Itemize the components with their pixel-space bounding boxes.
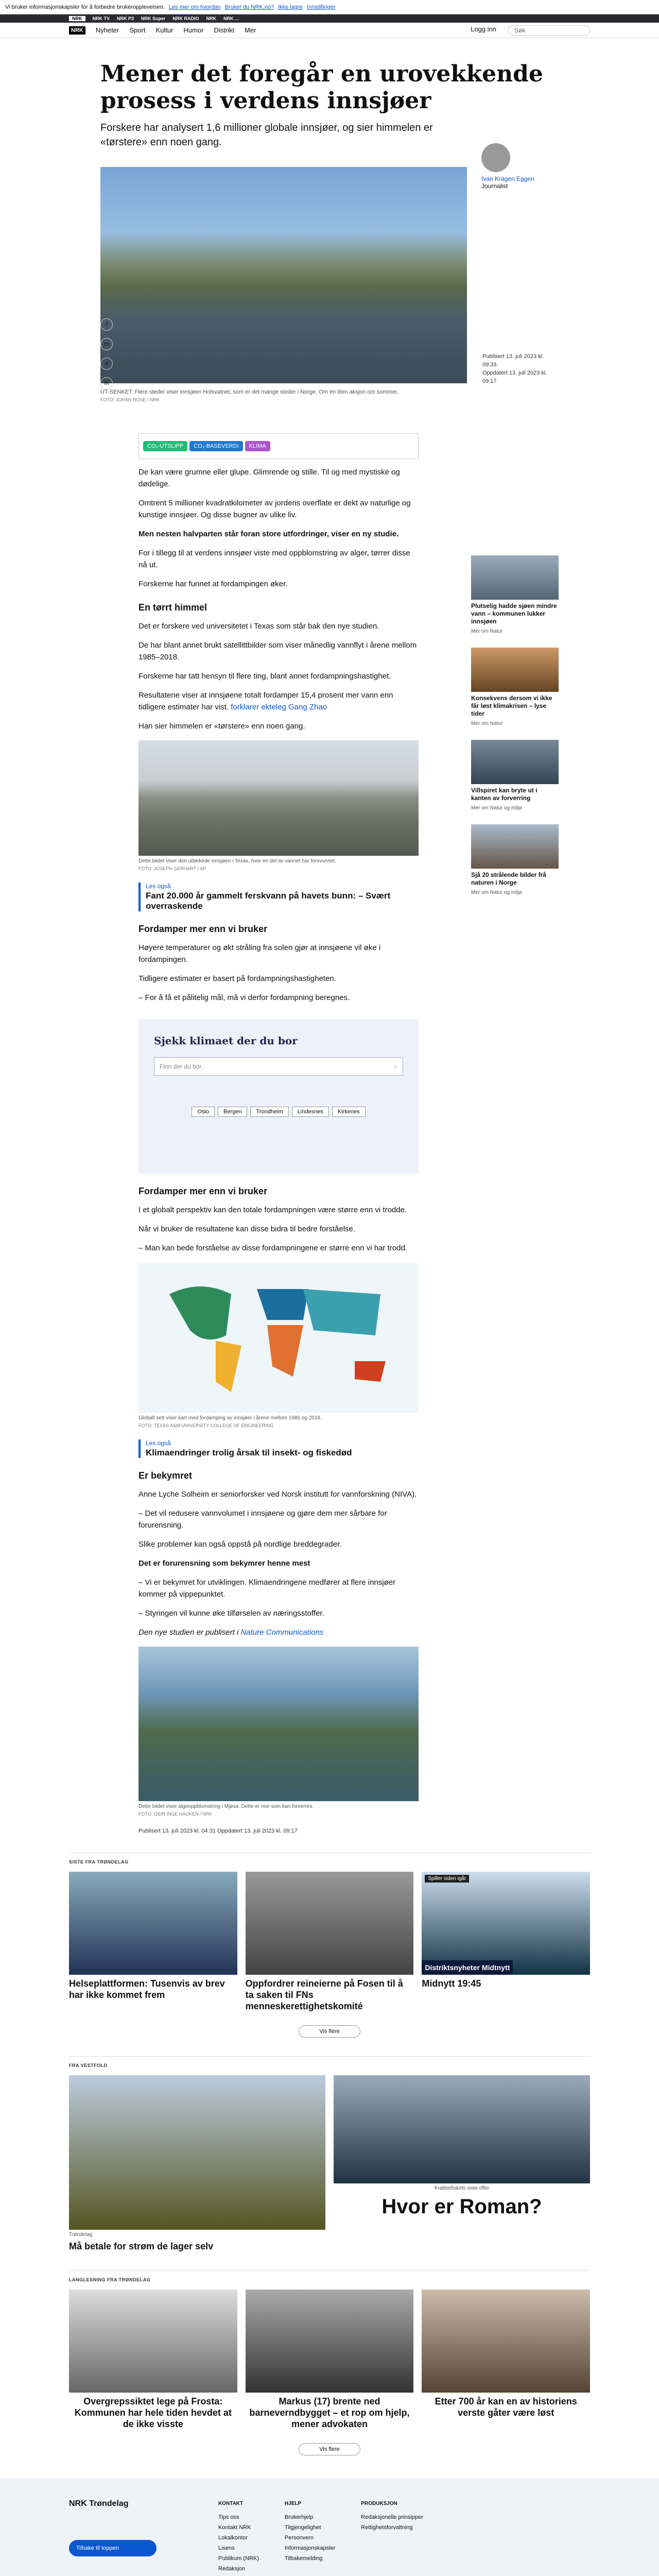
published-date: Publisert 13. juli 2023 kl. 09:33 — [482, 353, 544, 368]
news-card-title: Markus (17) brente ned barneverndbygget – et rop om hjelp, mener advokaten — [249, 2396, 410, 2429]
nrkbar-item[interactable]: NRK ... — [223, 16, 239, 21]
news-card-image — [246, 2290, 414, 2393]
article-lead: Forskere har analysert 1,6 millioner globale innsjøer, og sier himmelen er «tørstere» enn noen gang. — [100, 122, 433, 148]
footer-link[interactable]: Brukerhjelp — [284, 2514, 314, 2520]
paragraph: Tidligere estimater er basert på fordampningshastigheten. — [138, 974, 336, 983]
sidebar-card-title: Sjå 20 strålende bilder frå naturen i Norge — [471, 871, 547, 886]
footer-link[interactable]: Redaksjon — [218, 2566, 245, 2572]
algae-image — [138, 1647, 419, 1801]
facebook-icon[interactable]: f — [100, 318, 113, 331]
messenger-icon[interactable]: m — [100, 338, 113, 350]
image-credit: FOTO: GEIR INGE HAUKEN / NRK — [138, 1811, 212, 1817]
footer-link[interactable]: Personvern — [284, 2535, 314, 2541]
sidebar-card-title: Plutselig hadde sjøen mindre vann – kommunen lukker innsjøen — [471, 602, 557, 625]
feature-card-image — [334, 2075, 590, 2183]
news-card[interactable] — [69, 2290, 237, 2430]
news-card[interactable] — [69, 1872, 237, 2012]
nrkbar-item[interactable]: NRK P3 — [117, 16, 134, 21]
article-body — [138, 433, 419, 1834]
news-card-title: Helseplattformen: Tusenvis av brev har ikke kommet frem — [69, 1978, 225, 2000]
avatar — [481, 143, 510, 172]
nav-item[interactable]: Kultur — [155, 26, 174, 34]
latest-section — [69, 1853, 590, 2038]
factbar-item: CO₂-UTSLIPP — [143, 441, 187, 451]
news-card[interactable] — [246, 1872, 414, 2012]
related-sidebar — [471, 555, 559, 909]
sidebar-card-image — [471, 824, 559, 869]
paragraph: For i tillegg til at verdens innsjøer viste med oppblomstring av alger, tørrer disse nå ut. — [138, 549, 410, 569]
feature-kicker: Trøndelag — [69, 2232, 93, 2238]
paragraph — [138, 1626, 419, 1638]
source-text: Den nye studien er publisert i — [138, 1628, 239, 1637]
footer-link[interactable]: Kontakt NRK — [218, 2524, 251, 2531]
nav-item[interactable]: Nyheter — [95, 26, 119, 34]
footer-link[interactable]: Tilbakemelding — [284, 2555, 323, 2562]
sidebar-card-title: Villspiret kan bryte ut i kanten av forverring — [471, 787, 537, 802]
paragraph: Forskerne har tatt hensyn til flere ting, blant annet fordampningshastighet. — [138, 672, 391, 681]
world-map-icon — [138, 1263, 419, 1413]
location-chip[interactable]: Lindesnes — [292, 1107, 329, 1117]
feature-card[interactable] — [69, 2075, 325, 2252]
section-label: LANGLESNING FRA TRØNDELAG — [69, 2277, 151, 2282]
footer-heading: PRODUKSJON — [361, 2501, 397, 2506]
program-badge: Distriktsnyheter Midtnytt — [422, 1960, 513, 1975]
related-kicker: Les også — [146, 883, 171, 890]
news-card-image — [69, 2290, 237, 2393]
publish-meta — [482, 352, 559, 385]
sidebar-card-more[interactable]: Mer om Natur og miljø — [471, 890, 522, 895]
location-chip[interactable]: Trondheim — [250, 1107, 288, 1117]
paragraph: – Vi er bekymret for utviklingen. Klimaendringene medfører at flere innsjøer kommer på vippepunktet. — [138, 1578, 396, 1599]
news-card-title: Overgrepssiktet lege på Frosta: Kommunen har hele tiden hevdet at de ikke visste — [74, 2396, 232, 2429]
sidebar-card-title: Konsekvens dersom vi ikke får løst klimakrisen – lyse tider — [471, 694, 552, 717]
author-name[interactable]: Ivan Kragen Eggen — [481, 175, 534, 182]
main-nav — [0, 23, 659, 38]
paragraph: Det er forurensning som bekymrer henne mest — [138, 1559, 310, 1568]
related-kicker: Les også — [146, 1439, 171, 1447]
sidebar-card[interactable] — [471, 824, 559, 895]
nrkbar-item[interactable]: NRK TV — [92, 16, 110, 21]
footer-heading: HJELP — [284, 2501, 302, 2506]
location-placeholder: Finn der du bor — [160, 1063, 202, 1070]
nav-item[interactable]: Distrikt — [214, 26, 235, 34]
location-chip[interactable]: Oslo — [192, 1107, 215, 1117]
image-caption: Dette bildet viser algeoppblomstring i Mjøsa. Dette er noe som kan forverres. — [138, 1804, 314, 1809]
article — [100, 61, 559, 1834]
inline-link[interactable]: forklarer ekteleg Gang Zhao — [231, 703, 327, 711]
footer-link[interactable]: Informasjonskapsler — [284, 2545, 336, 2551]
show-more-button[interactable]: Vis flere — [299, 2025, 360, 2038]
bottom-dates: Publisert 13. juli 2023 kl. 04:31 Oppdatert 13. juli 2023 kl. 09:17 — [138, 1828, 298, 1834]
show-more-button[interactable]: Vis flere — [299, 2443, 360, 2455]
paragraph: – For å få et pålitelig mål, må vi derfor fordampning beregnes. — [138, 993, 350, 1002]
footer-link[interactable]: Tilgjengelighet — [284, 2524, 321, 2531]
footer-brand: NRK Trøndelag — [69, 2499, 129, 2508]
footer-link[interactable]: Redaksjonelle prinsipper — [361, 2514, 423, 2520]
paragraph: – Det vil redusere vannvolumet i innsjøene og gjøre dem mer sårbare for forurensning. — [138, 1509, 387, 1530]
hero-caption: UT-SENKET: Flere steder viser innsjøen Holsvatnet, som er det mange steder i Norge. Om en liten aksjon om sommer. — [100, 389, 398, 395]
sidebar-card-image — [471, 740, 559, 784]
factbar-item: CO₂-BASEVERDI — [189, 441, 242, 451]
news-card-image — [422, 1872, 590, 1975]
nrkbar-item[interactable]: NRK Super — [141, 16, 166, 21]
image-caption: Dette bildet viser den uttørkede innsjøen i Texas, hvor en del av vannet har forsvunnet. — [138, 858, 336, 864]
article-title: Mener det foregår en urovekkende prosess i verdens innsjøer — [100, 61, 543, 114]
sidebar-card[interactable] — [471, 555, 559, 634]
news-card-title: Etter 700 år kan en av historiens verste gåter være løst — [435, 2396, 577, 2418]
cookie-link-2[interactable]: Bruker du NRK.no? — [224, 4, 274, 10]
subheading: Fordamper mer enn vi bruker — [138, 1186, 268, 1196]
paragraph: Slike problemer kan også oppstå på nordlige breddegrader. — [138, 1540, 342, 1549]
news-card[interactable] — [246, 2290, 414, 2430]
hero-credit: FOTO: JOHAN ROSE / NRK — [100, 397, 160, 402]
news-card[interactable] — [422, 1872, 590, 2012]
cookie-link-1[interactable]: Les mer om hvordan — [168, 4, 221, 10]
footer-link[interactable]: Tips oss — [218, 2514, 239, 2520]
nav-item[interactable]: Sport — [129, 26, 146, 34]
subheading: Fordamper mer enn vi bruker — [138, 924, 268, 934]
nav-item[interactable]: Mer — [245, 26, 256, 34]
location-chip[interactable]: Kirkenes — [332, 1107, 366, 1117]
paragraph: Omtrent 5 millioner kvadratkilometer av jordens overflate er dekt av naturlige og kunstige innsjøer. Og disse bugner av ulike liv. — [138, 499, 411, 519]
feature-card[interactable] — [334, 2075, 590, 2252]
nrkbar-item[interactable]: NRK — [69, 16, 85, 21]
footer-link[interactable]: Lisens — [218, 2545, 235, 2551]
paragraph: Når vi bruker de resultatene kan disse bidra til bedre forståelse. — [138, 1225, 356, 1233]
section-label: SISTE FRA TRØNDELAG — [69, 1859, 129, 1865]
footer-link[interactable]: Rettighetsforvaltning — [361, 2524, 413, 2531]
live-badge: Spiller siden igår — [425, 1875, 469, 1883]
factbar-item: KLIMA — [245, 441, 270, 451]
author-box — [481, 143, 559, 190]
sidebar-card-more[interactable]: Mer om Natur — [471, 629, 503, 634]
sidebar-card-more[interactable]: Mer om Natur og miljø — [471, 805, 522, 811]
nav-item[interactable]: Humor — [183, 26, 204, 34]
widget-title: Sjekk klimaet der du bor — [154, 1035, 298, 1047]
x-icon[interactable]: x — [100, 358, 113, 370]
paragraph: Forskerne har funnet at fordampingen øker. — [138, 580, 288, 588]
vestfold-section — [69, 2056, 590, 2252]
search-input[interactable]: Søk — [508, 25, 590, 36]
climate-factbar[interactable] — [138, 433, 419, 459]
paragraph: Han sier himmelen er «tørstere» enn noen gang. — [138, 722, 305, 731]
longread-section — [69, 2270, 590, 2455]
image-credit: FOTO: JOSEPH GERHART / AP — [138, 866, 206, 871]
paragraph: – Styringen vil kunne øke tilførselen av næringsstoffer. — [138, 1609, 324, 1618]
related-link[interactable] — [138, 883, 419, 911]
footer-link[interactable]: Lokalkontor — [218, 2535, 248, 2541]
world-map-image — [138, 1263, 419, 1413]
cookie-link-3[interactable]: Ikke lagre — [278, 4, 303, 10]
related-title: Fant 20.000 år gammelt ferskvann på havets bunn: – Svært overraskende — [146, 891, 391, 911]
feature-kicker: Krabbefiskets siste offer — [434, 2185, 490, 2191]
paragraph: De kan være grumne eller glupe. Glimrende og stille. Til og med mystiske og dødelige. — [138, 468, 400, 488]
location-chip[interactable]: Bergen — [218, 1107, 247, 1117]
footer — [0, 2478, 659, 2576]
nrk-network-bar — [0, 14, 659, 23]
footer-link[interactable] — [218, 2574, 259, 2576]
source-link[interactable]: Nature Communications — [240, 1628, 324, 1637]
paragraph: I et globalt perspektiv kan den totale fordampningen være større enn vi trodde. — [138, 1206, 407, 1214]
search-icon[interactable]: ⌕ — [394, 1062, 397, 1070]
sidebar-card[interactable] — [471, 648, 559, 726]
climate-widget — [138, 1019, 419, 1174]
subheading: Er bekymret — [138, 1470, 193, 1481]
news-card-image — [246, 1872, 414, 1975]
share-bar — [100, 318, 113, 389]
news-card-title: Midnytt 19:45 — [422, 1978, 481, 1989]
updated-date: Oppdatert 13. juli 2023 kl. 09:17 — [482, 370, 547, 384]
news-card-image — [69, 1872, 237, 1975]
cookie-text: Vi bruker informasjonskapsler for å forbedre brukeropplevelsen. — [5, 4, 165, 10]
sidebar-card-image — [471, 555, 559, 600]
nrkbar-item[interactable]: NRK RADIO — [172, 16, 199, 21]
subheading: En tørrt himmel — [138, 602, 207, 613]
sidebar-card-more[interactable]: Mer om Natur — [471, 721, 503, 726]
feature-card-image — [69, 2075, 325, 2230]
linkedin-icon[interactable]: in — [100, 377, 113, 389]
news-card-title: Oppfordrer reineierne på Fosen til å ta saken til FNs menneskerettighetskomité — [245, 1978, 403, 2011]
footer-heading: KONTAKT — [218, 2501, 244, 2506]
map-credit: FOTO: TEXAS A&M UNIVERSITY COLLEGE OF ENGINEERING — [138, 1423, 274, 1428]
paragraph: Anne Lyche Solheim er seniorforsker ved Norsk institutt for vannforskning (NIVA). — [138, 1490, 417, 1499]
author-role: Journalist — [481, 182, 508, 190]
hero-image — [100, 167, 467, 383]
login-button[interactable]: Logg inn — [471, 25, 496, 33]
sidebar-card-image — [471, 648, 559, 692]
cookie-link-4[interactable]: Innstillinger — [306, 4, 336, 10]
paragraph-text: Resultatene viser at innsjøene totalt fordamper 15,4 prosent mer vann enn tidligere estimater har vist. — [138, 691, 393, 711]
feature-card-title: Hvor er Roman? — [381, 2195, 542, 2218]
related-title: Klimaendringer trolig årsak til insekt- og fiskedød — [146, 1448, 352, 1458]
paragraph: – Man kan bede forståelse av disse fordampningene er større enn vi har trodd. — [138, 1244, 407, 1252]
related-link[interactable] — [138, 1439, 419, 1458]
sidebar-card[interactable] — [471, 740, 559, 811]
paragraph — [138, 689, 419, 713]
map-caption: Globalt sett viser kart med fordamping av innsjøer i årene mellom 1985 og 2018. — [138, 1415, 322, 1421]
paragraph: De har blant annet brukt satellittbilder som viser månedlig vannflyt i årene mellom 1985–2018. — [138, 641, 417, 662]
feature-card-title: Må betale for strøm de lager selv — [69, 2241, 214, 2251]
news-card[interactable] — [422, 2290, 590, 2430]
footer-link[interactable]: Publikum (NRK) — [218, 2555, 259, 2562]
news-card-image — [422, 2290, 590, 2393]
paragraph: Høyere temperaturer og økt stråling fra solen gjør at innsjøene vil øke i fordampingen. — [138, 943, 381, 964]
location-search-input[interactable] — [154, 1057, 403, 1076]
cookie-banner — [0, 0, 659, 14]
nrk-logo[interactable]: NRK — [69, 26, 85, 35]
back-to-top-button[interactable]: Tilbake til toppen — [69, 2540, 157, 2556]
paragraph: Men nesten halvparten står foran store utfordringer, viser en ny studie. — [138, 530, 399, 538]
lake-image — [138, 740, 419, 856]
nrkbar-item[interactable]: NRK — [206, 16, 217, 21]
paragraph: Det er forskere ved universitetet i Texas som står bak den nye studien. — [138, 622, 379, 631]
section-label: FRA VESTFOLD — [69, 2063, 108, 2068]
